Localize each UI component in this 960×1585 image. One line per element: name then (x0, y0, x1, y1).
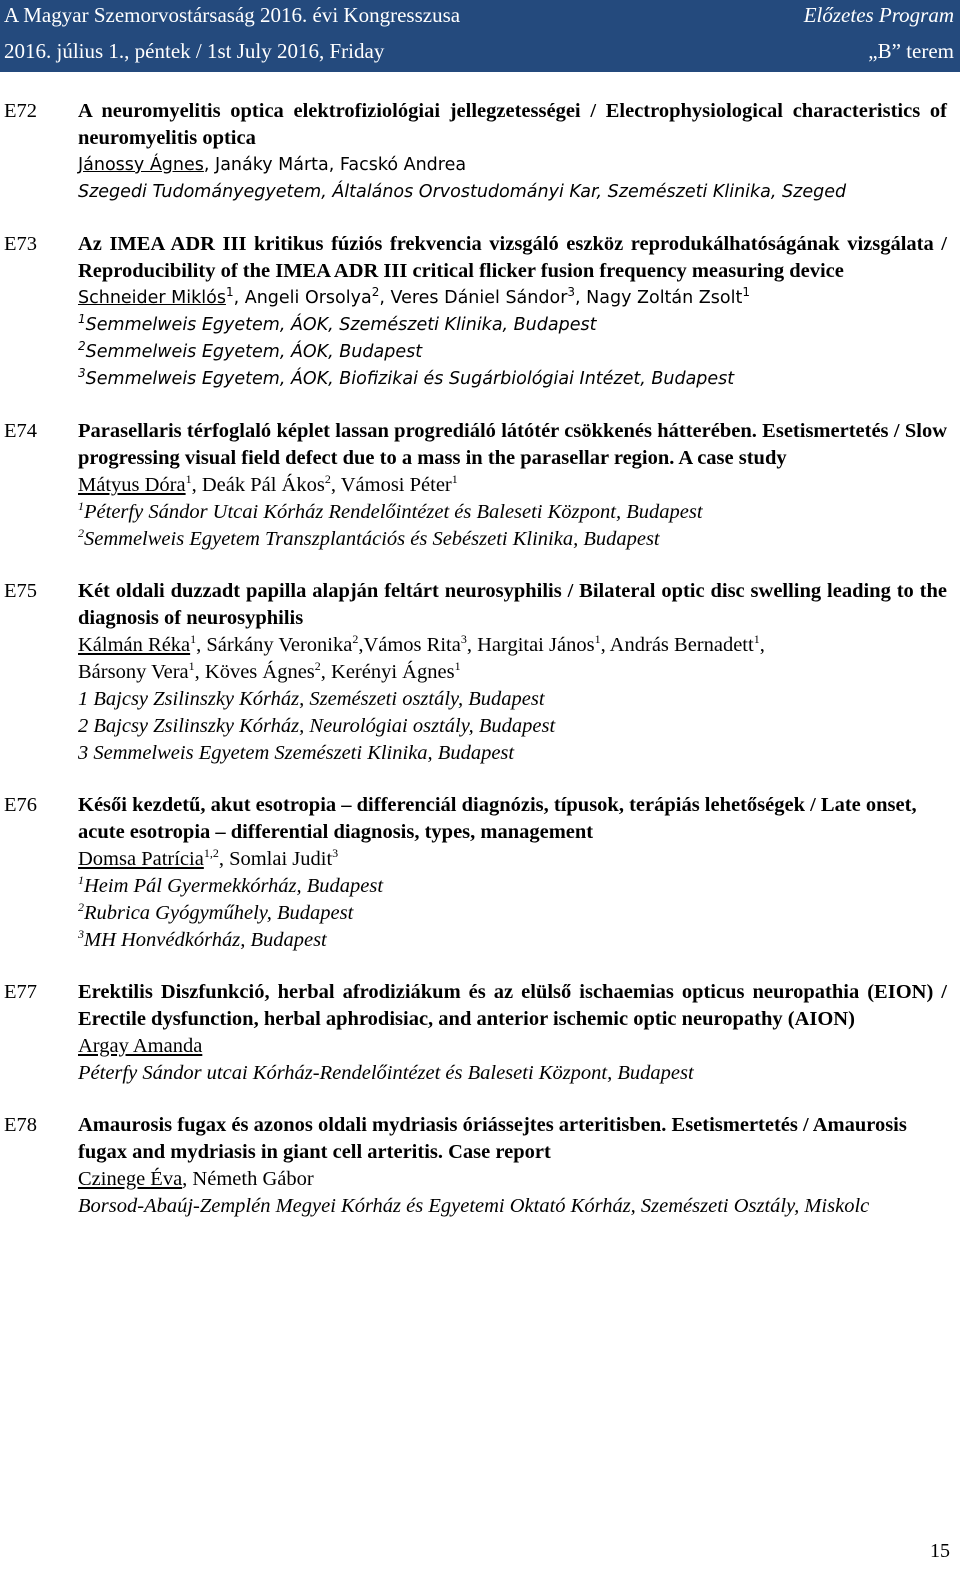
entry-authors (78, 1166, 947, 1193)
entry-affiliation: Szegedi Tudományegyetem, Általános Orvostudományi Kar, Szemészeti Klinika, Szeged (78, 182, 847, 202)
author-sup: 3 (567, 285, 576, 300)
author-sup: 1 (190, 632, 197, 647)
entry-title: Késői kezdetű, akut esotropia – differenciál diagnózis, típusok, terápiás lehetőségek / Late onset, acute esotropia – differential diagnosis, types, management (78, 794, 917, 843)
affiliation-text: Semmelweis Egyetem Szemészeti Klinika, Budapest (93, 742, 515, 764)
affiliation-sup: 3 (78, 927, 84, 942)
author-sup: 1 (188, 659, 195, 674)
affiliation-num: 1 (78, 688, 89, 710)
coauthor: , Köves Ágnes (194, 661, 315, 683)
entry-code: E73 (4, 233, 38, 255)
coauthor: , (759, 634, 765, 656)
page-header (0, 0, 960, 72)
entry-affiliation (78, 873, 947, 900)
presenter-name: Jánossy Ágnes (78, 155, 204, 175)
entry-affiliation (78, 900, 947, 927)
affiliation-text: Semmelweis Egyetem Transzplantációs és Sebészeti Klinika, Budapest (84, 528, 660, 550)
entry-affiliation (78, 499, 947, 526)
coauthors: , Janáky Márta, Facskó Andrea (203, 155, 467, 175)
affiliation-text: Bajcsy Zsilinszky Kórház, Neurológiai osztály, Budapest (93, 715, 556, 737)
author-sup: 2 (371, 285, 380, 300)
coauthor: , Sárkány Veronika (196, 634, 353, 656)
author-sup: 1 (451, 472, 458, 487)
author-sup: 1 (454, 659, 461, 674)
entry-title: Parasellaris térfoglaló képlet lassan progrediáló látótér csökkenés hátterében. Esetismertetés / Slow progressing visual field defect due to a mass in the parasellar region. A case study (78, 420, 947, 469)
coauthor: , Kerényi Ágnes (320, 661, 455, 683)
entry-title: Amaurosis fugax és azonos oldali mydriasis óriássejtes arteritisben. Esetismertetés / Amaurosis fugax and mydriasis in giant cell arteritis. Case report (78, 1114, 907, 1163)
entry-code: E72 (4, 100, 38, 122)
entry-authors-cont (78, 659, 947, 686)
entry-authors (78, 1033, 947, 1060)
presenter-name: Czinege Éva (78, 1168, 183, 1190)
page-number: 15 (930, 1540, 950, 1562)
author-sup: 1 (594, 632, 601, 647)
entry-e77 (0, 979, 960, 1087)
presenter-name: Mátyus Dóra (78, 474, 186, 496)
entry-affiliation (78, 526, 947, 553)
entry-e78 (0, 1112, 960, 1220)
affiliation-text: Bajcsy Zsilinszky Kórház, Szemészeti osztály, Budapest (93, 688, 545, 710)
author-sup: 1 (225, 285, 234, 300)
entry-authors (78, 846, 947, 873)
entry-e75 (0, 578, 960, 767)
author-sup: 1 (742, 285, 750, 300)
entry-authors (78, 152, 947, 179)
entry-authors (78, 632, 947, 659)
coauthor: , Angeli Orsolya (233, 288, 372, 308)
affiliation-num: 3 (78, 742, 89, 764)
entry-affiliation (78, 686, 947, 713)
entry-affiliation (78, 339, 947, 366)
author-sup: 1 (185, 472, 192, 487)
header-row-1 (0, 0, 960, 36)
entry-affiliation (78, 713, 947, 740)
affiliation-sup: 1 (78, 499, 84, 514)
coauthor: , Deák Pál Ákos (191, 474, 325, 496)
affiliation-text: Heim Pál Gyermekkórház, Budapest (84, 875, 384, 897)
affiliation-text: Péterfy Sándor Utcai Kórház Rendelőintézet és Baleseti Központ, Budapest (84, 501, 703, 523)
entry-e73 (0, 231, 960, 393)
entry-code: E74 (4, 420, 38, 442)
affiliation-text: Rubrica Gyógyműhely, Budapest (84, 902, 354, 924)
header-row-2 (0, 36, 960, 72)
entry-code: E77 (4, 981, 38, 1003)
entry-authors (78, 472, 947, 499)
entry-affiliation (78, 927, 947, 954)
program-label: Előzetes Program (803, 3, 954, 27)
affiliation-text: Semmelweis Egyetem, ÁOK, Budapest (85, 342, 423, 362)
author-sup: 2 (324, 472, 331, 487)
presenter-name: Schneider Miklós (78, 288, 226, 308)
affiliation-sup: 3 (78, 366, 86, 381)
affiliation-num: 2 (78, 715, 89, 737)
session-date: 2016. július 1., péntek / 1st July 2016, Friday (4, 39, 385, 63)
entry-affiliation (78, 740, 947, 767)
author-sup: 1,2 (203, 846, 219, 861)
room-label: „B” terem (868, 39, 954, 63)
entry-title: A neuromyelitis optica elektrofiziológiai jellegzetességei / Electrophysiological characteristics of neuromyelitis optica (78, 100, 947, 149)
coauthor: , Nagy Zoltán Zsolt (575, 288, 743, 308)
affiliation-sup: 1 (78, 312, 86, 327)
affiliation-text: MH Honvédkórház, Budapest (84, 929, 327, 951)
author-sup: 3 (332, 846, 339, 861)
entry-affiliation: Borsod-Abaúj-Zemplén Megyei Kórház és Egyetemi Oktató Kórház, Szemészeti Osztály, Miskolc (78, 1195, 870, 1217)
coauthor: , Somlai Judit (218, 848, 333, 870)
coauthors: , Németh Gábor (182, 1168, 314, 1190)
entry-code: E75 (4, 580, 38, 602)
entry-authors (78, 285, 947, 312)
entry-title: Két oldali duzzadt papilla alapján feltárt neurosyphilis / Bilateral optic disc swelling leading to the diagnosis of neurosyphilis (78, 580, 947, 629)
entry-affiliation: Péterfy Sándor utcai Kórház-Rendelőintézet és Baleseti Központ, Budapest (78, 1062, 694, 1084)
coauthor: ,Vámos Rita (358, 634, 461, 656)
presenter-name: Kálmán Réka (78, 634, 191, 656)
affiliation-sup: 2 (78, 339, 86, 354)
author-sup: 3 (460, 632, 467, 647)
congress-title: A Magyar Szemorvostársaság 2016. évi Kongresszusa (4, 3, 461, 27)
entry-affiliation (78, 366, 947, 393)
entry-code: E76 (4, 794, 38, 816)
affiliation-text: Semmelweis Egyetem, ÁOK, Szemészeti Klinika, Budapest (85, 315, 597, 335)
coauthor: Bársony Vera (78, 661, 189, 683)
affiliation-sup: 2 (78, 526, 84, 541)
affiliation-text: Semmelweis Egyetem, ÁOK, Biofizikai és Sugárbiológiai Intézet, Budapest (85, 369, 735, 389)
entry-e74 (0, 418, 960, 553)
coauthor: , Veres Dániel Sándor (379, 288, 568, 308)
abstract-list (0, 98, 960, 1220)
entry-affiliation (78, 312, 947, 339)
coauthor: , Vámosi Péter (330, 474, 452, 496)
author-sup: 2 (352, 632, 359, 647)
affiliation-sup: 1 (78, 873, 84, 888)
entry-code: E78 (4, 1114, 38, 1136)
author-sup: 2 (314, 659, 321, 674)
affiliation-sup: 2 (78, 900, 84, 915)
author-sup: 1 (753, 632, 760, 647)
presenter-name: Argay Amanda (78, 1035, 203, 1057)
coauthor: , András Bernadett (600, 634, 754, 656)
coauthor: , Hargitai János (466, 634, 595, 656)
presenter-name: Domsa Patrícia (78, 848, 204, 870)
entry-e72 (0, 98, 960, 206)
entry-e76 (0, 792, 960, 954)
entry-title: Az IMEA ADR III kritikus fúziós frekvencia vizsgáló eszköz reprodukálhatóságának vizsgálata / Reproducibility of the IMEA ADR III critical flicker fusion frequency measuring device (78, 233, 947, 282)
entry-title: Erektilis Diszfunkció, herbal afrodiziákum és az elülső ischaemias opticus neuropathia (EION) / Erectile dysfunction, herbal aphrodisiac, and anterior ischemic optic neuropathy (AION) (78, 981, 947, 1030)
